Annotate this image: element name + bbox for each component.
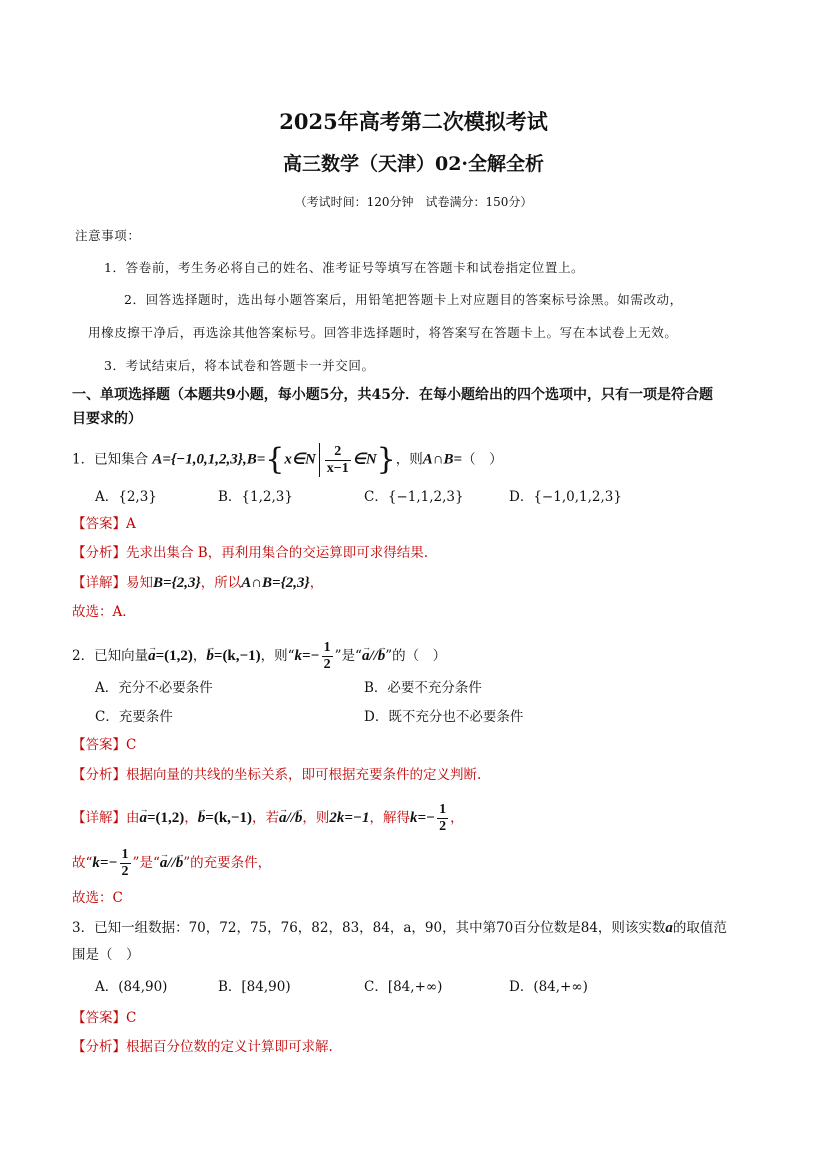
section-heading: 一、单项选择题（本题共9小题，每小题5分，共45分．在每小题给出的四个选项中，只有一项是符合题 bbox=[72, 387, 713, 403]
option-b: B．必要不充分条件 bbox=[364, 680, 482, 696]
notice-item: 用橡皮擦干净后，再选涂其他答案标号。回答非选择题时，将答案写在答题卡上。写在本试卷上无效。 bbox=[88, 325, 678, 340]
option-c: C．{−1,1,2,3} bbox=[364, 489, 464, 505]
question-2-stem: 2．已知向量→ a=(1,2)，→ b=(k,−1)，则“k=− $\frac{1}{2}$ ”是“→ a//→ b”的（ ） bbox=[72, 640, 446, 673]
notice-heading: 注意事项： bbox=[75, 228, 141, 243]
option-c: C．[84,+∞) bbox=[364, 979, 443, 995]
option-a: A．(84,90) bbox=[95, 979, 168, 995]
detail: 【详解】易知B={2,3}，所以A∩B={2,3}， bbox=[72, 575, 324, 591]
answer: 【答案】C bbox=[72, 737, 137, 753]
page-title: 2025年高考第二次模拟考试 bbox=[279, 109, 548, 134]
notice-item: 3．考试结束后，将本试卷和答题卡一并交回。 bbox=[104, 358, 375, 373]
question-3-stem: 3．已知一组数据：70，72，75，76，82，83，84，a，90，其中第70百分位数是84，则该实数a的取值范 bbox=[72, 920, 727, 936]
detail: 【详解】由→ a=(1,2)，→ b=(k,−1)，若→ a//→ b，则2k=−1，解得k=− $\frac{1}{2}$ ， bbox=[72, 802, 464, 835]
option-a: A．充分不必要条件 bbox=[95, 680, 213, 696]
exam-info: （考试时间：120分钟 试卷满分：150分） bbox=[294, 195, 533, 209]
brace-close: } bbox=[376, 442, 396, 477]
conclusion: 故选：A． bbox=[72, 604, 136, 620]
page-subtitle: 高三数学（天津）02·全解全析 bbox=[282, 153, 545, 175]
analysis: 【分析】根据向量的共线的坐标关系，即可根据充要条件的定义判断. bbox=[72, 767, 482, 783]
set-bar bbox=[319, 443, 320, 477]
answer: 【答案】A bbox=[72, 516, 136, 532]
option-c: C．充要条件 bbox=[95, 709, 173, 725]
conclusion-statement: 故“k=− $\frac{1}{2}$ ”是“→ a//→ b”的充要条件， bbox=[72, 847, 271, 880]
analysis: 【分析】根据百分位数的定义计算即可求解. bbox=[72, 1039, 333, 1055]
option-b: B．[84,90) bbox=[218, 979, 291, 995]
notice-item: 1．答卷前，考生务必将自己的姓名、准考证号等填写在答题卡和试卷指定位置上。 bbox=[104, 260, 585, 275]
fraction: $\frac{2}{x-1}$ bbox=[326, 443, 349, 476]
conclusion: 故选：C bbox=[72, 890, 123, 906]
option-b: B．{1,2,3} bbox=[218, 489, 293, 505]
question-1-stem: 1．已知集合 A={−1,0,1,2,3},B={x∈N $\frac{2}{x-1}$ ∈N}，则A∩B=（ ） bbox=[72, 442, 503, 477]
brace-open: { bbox=[265, 442, 285, 477]
option-d: D．{−1,0,1,2,3} bbox=[509, 489, 622, 505]
answer: 【答案】C bbox=[72, 1010, 137, 1026]
analysis: 【分析】先求出集合 B，再利用集合的交运算即可求得结果. bbox=[72, 545, 429, 561]
option-d: D．既不充分也不必要条件 bbox=[364, 709, 524, 725]
notice-item: 2．回答选择题时，选出每小题答案后，用铅笔把答题卡上对应题目的答案标号涂黑。如需改动， bbox=[124, 292, 683, 307]
option-d: D．(84,+∞) bbox=[509, 979, 588, 995]
option-a: A．{2,3} bbox=[95, 489, 157, 505]
section-heading-cont: 目要求的） bbox=[72, 411, 142, 427]
question-3-stem-cont: 围是（ ） bbox=[72, 947, 140, 963]
